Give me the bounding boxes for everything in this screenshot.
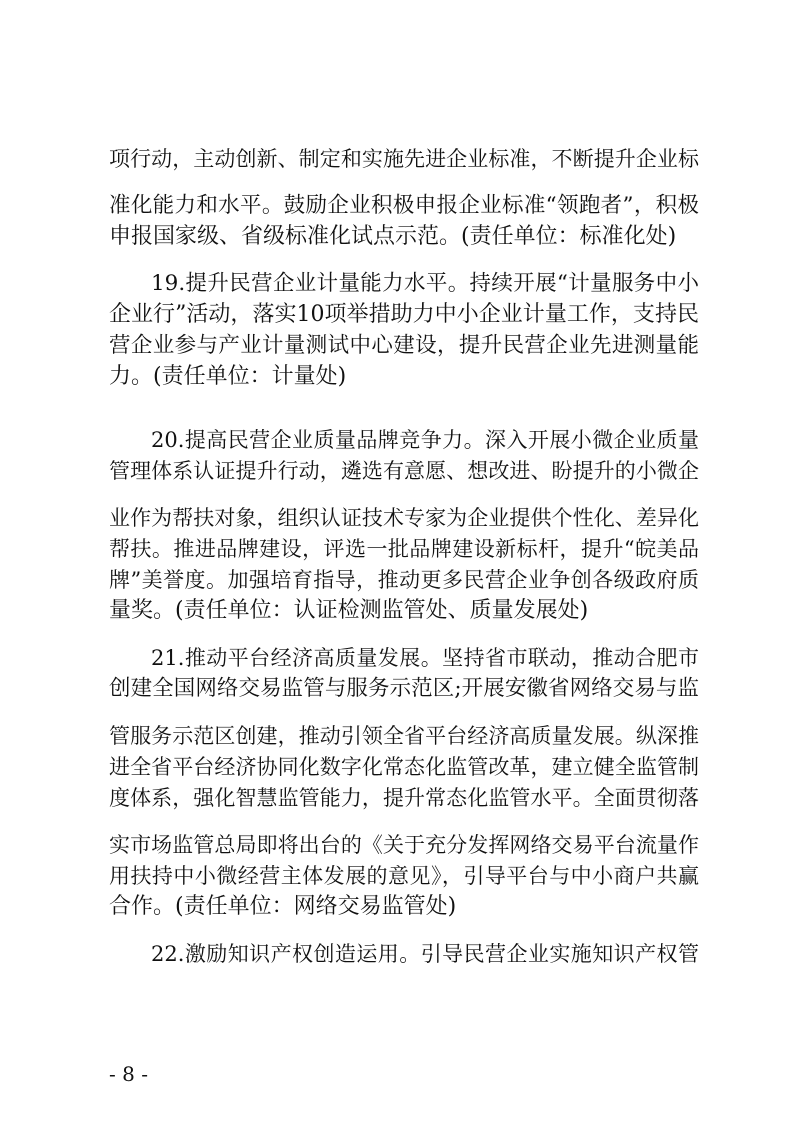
body-line: 管服务示范区创建，推动引领全省平台经济高质量发展。纵深推 <box>109 724 699 748</box>
body-line: 业作为帮扶对象，组织认证技术专家为企业提供个性化、差异化 <box>109 506 699 530</box>
body-line: 帮扶。推进品牌建设，评选一批品牌建设新标杆，提升“皖美品 <box>109 537 699 561</box>
paragraph-20-first-line: 20.提高民营企业质量品牌竞争力。深入开展小微企业质量 <box>151 428 699 452</box>
body-line: 力。(责任单位：计量处) <box>109 364 347 389</box>
body-line: 牌”美誉度。加强培育指导，推动更多民营企业争创各级政府质 <box>109 568 699 592</box>
body-line: 度体系，强化智慧监管能力，提升常态化监管水平。全面贯彻落 <box>109 786 699 810</box>
paragraph-21-first-line: 21.推动平台经济高质量发展。坚持省市联动，推动合肥市 <box>151 646 699 670</box>
paragraph-22-first-line: 22.激励知识产权创造运用。引导民营企业实施知识产权管 <box>151 942 699 966</box>
body-line: 用扶持中小微经营主体发展的意见》，引导平台与中小商户共赢 <box>109 864 699 888</box>
page-number: - 8 - <box>109 1062 148 1086</box>
body-line: 项行动，主动创新、制定和实施先进企业标准，不断提升企业标 <box>109 147 699 171</box>
body-line: 准化能力和水平。鼓励企业积极申报企业标准“领跑者”，积极 <box>109 193 699 218</box>
body-line: 进全省平台经济协同化数字化常态化监管改革，建立健全监管制 <box>109 755 699 779</box>
body-line: 实市场监管总局即将出台的《关于充分发挥网络交易平台流量作 <box>109 833 699 857</box>
body-line: 企业行”活动，落实10项举措助力中小企业计量工作，支持民 <box>109 302 699 327</box>
body-line: 申报国家级、省级标准化试点示范。(责任单位：标准化处) <box>109 224 677 249</box>
body-line: 合作。(责任单位：网络交易监管处) <box>109 894 457 919</box>
body-line: 营企业参与产业计量测试中心建设，提升民营企业先进测量能 <box>109 333 699 358</box>
body-line: 量奖。(责任单位：认证检测监管处、质量发展处) <box>109 598 589 623</box>
body-line: 管理体系认证提升行动，遴选有意愿、想改进、盼提升的小微企 <box>109 459 699 483</box>
body-line: 创建全国网络交易监管与服务示范区;开展安徽省网络交易与监 <box>109 676 699 701</box>
paragraph-19-first-line: 19.提升民营企业计量能力水平。持续开展“计量服务中小 <box>151 271 699 296</box>
